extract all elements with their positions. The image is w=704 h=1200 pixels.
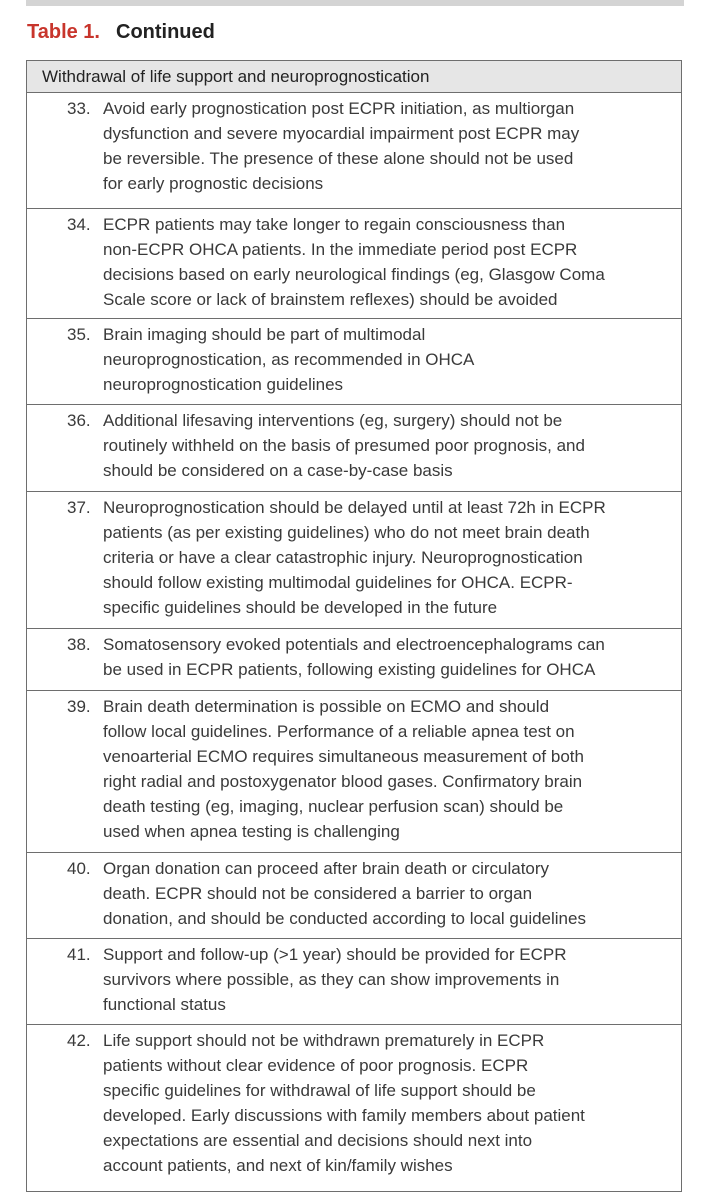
item-text: Life support should not be withdrawn prematurely in ECPR patients without clear evidence of poor prognosis. ECPR specific guidelines for withdrawal of life support should be developed. Early discussions with family members about patient expectations are essential and decisions should next into account patients, and next of kin/family wishes [103, 1031, 585, 1175]
table-caption [27, 21, 215, 44]
item-text: Avoid early prognostication post ECPR initiation, as multiorgan dysfunction and severe myocardial impairment post ECPR may be reversible. The presence of these alone should not be used for early prognostic decisions [103, 99, 580, 193]
item-text: Somatosensory evoked potentials and electroencephalograms can be used in ECPR patients, following existing guidelines for OHCA [103, 635, 605, 679]
table-row [27, 319, 681, 405]
item-number: 35. [67, 325, 91, 344]
item-number: 37. [67, 498, 91, 517]
table-row [27, 405, 681, 492]
item-text: Additional lifesaving interventions (eg, surgery) should not be routinely withheld on the basis of presumed poor prognosis, and should be considered on a case-by-case basis [103, 411, 585, 480]
item-text: Brain death determination is possible on ECMO and should follow local guidelines. Performance of a reliable apnea test on venoarterial ECMO requires simultaneous measurement of both right radial and postoxygenator blood gases. Confirmatory brain death testing (eg, imaging, nuclear perfusion scan) should be used when apnea testing is challenging [103, 697, 584, 841]
guidelines-table [26, 60, 682, 1192]
item-number: 33. [67, 99, 91, 118]
item-text: Neuroprognostication should be delayed until at least 72h in ECPR patients (as per existing guidelines) who do not meet brain death criteria or have a clear catastrophic injury. Neuroprognostication should follow existing multimodal guidelines for OHCA. ECPR- specific guidelines should be developed in the future [103, 498, 606, 617]
item-number: 38. [67, 635, 91, 654]
item-number: 36. [67, 411, 91, 430]
table-continued-label: Continued [116, 21, 215, 43]
table-row [27, 1025, 681, 1191]
item-number: 34. [67, 215, 91, 234]
table-row [27, 939, 681, 1025]
table-row [27, 629, 681, 691]
table-row [27, 93, 681, 209]
item-text: Organ donation can proceed after brain death or circulatory death. ECPR should not be considered a barrier to organ donation, and should be conducted according to local guidelines [103, 859, 586, 928]
item-text: ECPR patients may take longer to regain consciousness than non-ECPR OHCA patients. In the immediate period post ECPR decisions based on early neurological findings (eg, Glasgow Coma Scale score or lack of brainstem reflexes) should be avoided [103, 215, 605, 309]
item-number: 42. [67, 1031, 91, 1050]
top-divider [26, 0, 684, 6]
table-row [27, 492, 681, 629]
item-text: Support and follow-up (>1 year) should be provided for ECPR survivors where possible, as they can show improvements in functional status [103, 945, 567, 1014]
table-number: Table 1. [27, 21, 100, 43]
item-number: 39. [67, 697, 91, 716]
table-row [27, 853, 681, 939]
item-number: 41. [67, 945, 91, 964]
table-row [27, 691, 681, 853]
section-header: Withdrawal of life support and neuroprognostication [27, 61, 681, 93]
item-text: Brain imaging should be part of multimodal neuroprognostication, as recommended in OHCA neuroprognostication guidelines [103, 325, 475, 394]
table-row [27, 209, 681, 319]
item-number: 40. [67, 859, 91, 878]
